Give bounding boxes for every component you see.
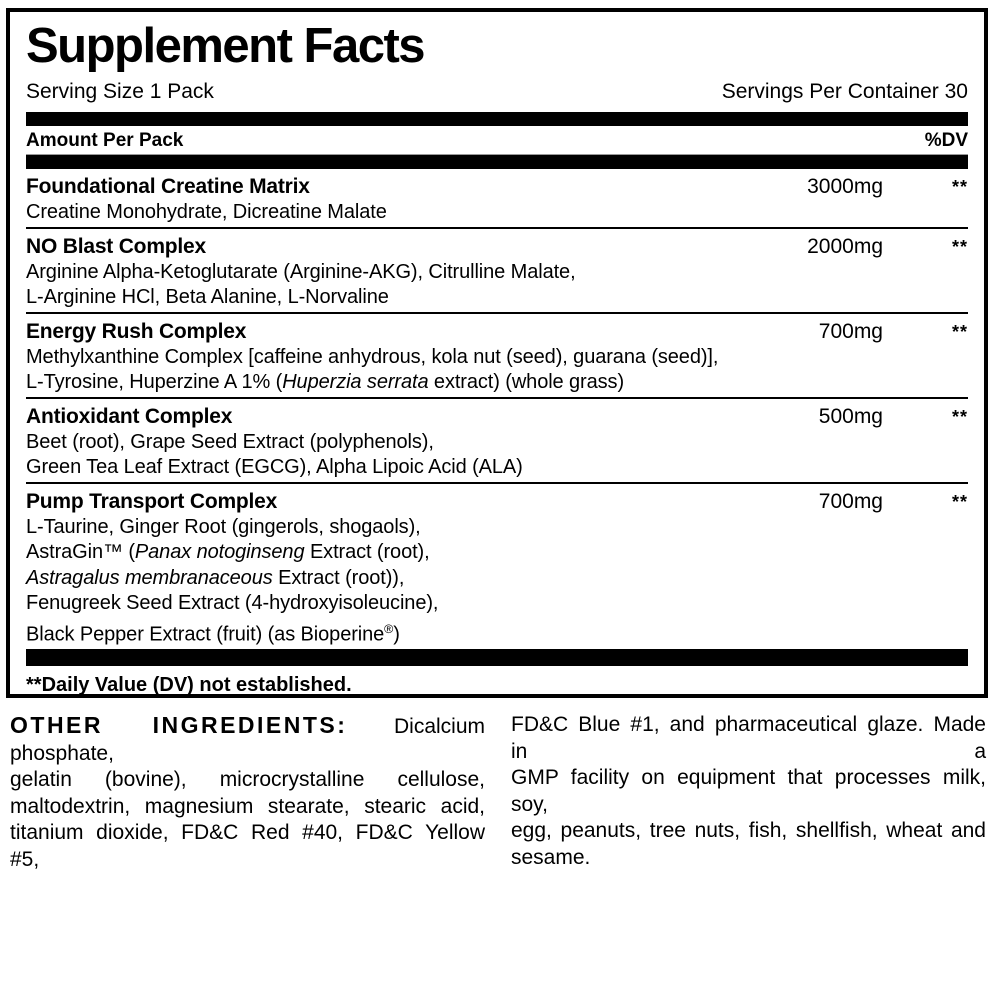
text-segment: Dicalcium phosphate, [10, 715, 485, 765]
other-ingredients-line [10, 794, 485, 821]
other-ingredients-col1 [10, 712, 485, 873]
text-segment: titanium dioxide, FD&C Red #40, FD&C Yellow #5, [10, 821, 485, 871]
ingredient-row-header [26, 404, 968, 430]
divider-bar-top [26, 112, 968, 126]
other-ingredients-line [511, 845, 986, 872]
ingredient-description-line [26, 430, 968, 456]
divider-bar-header [26, 155, 968, 169]
other-ingredients-section [10, 712, 986, 873]
text-segment: Fenugreek Seed Extract (4-hydroxyisoleucine), [26, 592, 439, 614]
other-ingredients-line [10, 767, 485, 794]
ingredient-description-line [26, 200, 968, 226]
text-segment: L-Taurine, Ginger Root (gingerols, shogaols), [26, 515, 421, 538]
serving-size: Serving Size 1 Pack [26, 80, 214, 103]
text-segment: Black Pepper Extract (fruit) (as Bioperine [26, 623, 385, 646]
ingredient-row-header [26, 174, 968, 200]
ingredient-amount: 700mg [818, 319, 883, 343]
other-ingredients-line [10, 820, 485, 873]
text-segment: L-Tyrosine, Huperzine A 1% ( [26, 371, 283, 393]
other-ingredients-col2 [511, 712, 986, 873]
text-segment: sesame. [511, 845, 591, 869]
ingredient-row-header [26, 319, 968, 345]
ingredient-amount: 500mg [818, 404, 883, 428]
ingredient-rows [26, 169, 968, 649]
amount-per-pack-header: Amount Per Pack [26, 130, 184, 151]
ingredient-amount: 2000mg [807, 234, 883, 258]
column-header-row [26, 126, 968, 155]
divider-bar-bottom [26, 649, 968, 666]
ingredient-description-line [26, 540, 968, 566]
other-ingredients-line [511, 818, 986, 845]
ingredient-name: Pump Transport Complex [26, 489, 278, 513]
ingredient-description-line [26, 566, 968, 592]
text-segment: Methylxanthine Complex [caffeine anhydrous, kola nut (seed), guarana (seed)], [26, 345, 719, 368]
ingredient-amount: 700mg [818, 489, 883, 513]
text-segment: extract) (whole grass) [428, 371, 625, 393]
text-segment: GMP facility on equipment that processes milk, soy, [511, 766, 986, 816]
ingredient-row [26, 169, 968, 229]
ingredient-row-header [26, 234, 968, 260]
text-segment: Extract (root)), [272, 566, 405, 589]
ingredient-name: Antioxidant Complex [26, 404, 233, 428]
text-segment: Extract (root), [304, 541, 430, 563]
ingredient-description-line [26, 515, 968, 541]
ingredient-dv-value: ** [951, 177, 968, 197]
ingredient-description-line [26, 591, 968, 617]
ingredient-name: Foundational Creatine Matrix [26, 175, 310, 198]
ingredient-row [26, 399, 968, 484]
latin-name-text: Panax notoginseng [134, 541, 305, 563]
other-ingredients-heading: OTHER INGREDIENTS: [10, 712, 348, 738]
ingredient-description-line [26, 285, 968, 311]
ingredient-description-line [26, 345, 968, 371]
text-segment: egg, peanuts, tree nuts, fish, shellfish, wheat and [511, 819, 986, 842]
text-segment: FD&C Blue #1, and pharmaceutical glaze. Made in a [511, 713, 986, 763]
ingredient-row [26, 314, 968, 399]
text-segment: Beet (root), Grape Seed Extract (polyphenols), [26, 430, 434, 453]
text-segment: gelatin (bovine), microcrystalline cellulose, [10, 768, 485, 791]
latin-name-text: Astragalus membranaceous [26, 566, 273, 589]
text-segment: AstraGin™ ( [26, 541, 135, 563]
ingredient-dv-value: ** [951, 236, 968, 257]
ingredient-row [26, 229, 968, 314]
ingredient-dv-value: ** [951, 406, 968, 427]
serving-row [26, 80, 968, 104]
text-segment: L-Arginine HCl, Beta Alanine, L-Norvaline [26, 286, 389, 308]
dv-footnote: **Daily Value (DV) not established. [26, 673, 352, 696]
ingredient-dv-value: ** [951, 321, 968, 342]
text-segment: maltodextrin, magnesium stearate, stearic acid, [10, 794, 485, 818]
dv-header: %DV [924, 130, 968, 151]
ingredient-name: Energy Rush Complex [26, 319, 247, 343]
text-segment: Arginine Alpha-Ketoglutarate (Arginine-AKG), Citrulline Malate, [26, 260, 576, 283]
ingredient-name: NO Blast Complex [26, 234, 207, 258]
ingredient-description-line [26, 455, 968, 481]
ingredient-row [26, 484, 968, 649]
latin-name-text: Huperzia serrata [282, 371, 429, 393]
text-segment: ® [384, 621, 394, 636]
ingredient-dv-value: ** [951, 491, 968, 512]
panel-title: Supplement Facts [26, 19, 425, 73]
text-segment: ) [393, 623, 400, 646]
other-ingredients-line [10, 712, 485, 767]
ingredient-description-line [26, 370, 968, 396]
servings-per-container: Servings Per Container 30 [721, 80, 968, 103]
other-ingredients-line [511, 712, 986, 765]
ingredient-amount: 3000mg [807, 175, 883, 198]
ingredient-description-line [26, 617, 968, 648]
text-segment: Creatine Monohydrate, Dicreatine Malate [26, 201, 387, 223]
other-ingredients-line [511, 765, 986, 818]
ingredient-description-line [26, 260, 968, 286]
text-segment: Green Tea Leaf Extract (EGCG), Alpha Lipoic Acid (ALA) [26, 456, 523, 478]
supplement-facts-panel [6, 8, 988, 698]
ingredient-row-header [26, 489, 968, 515]
